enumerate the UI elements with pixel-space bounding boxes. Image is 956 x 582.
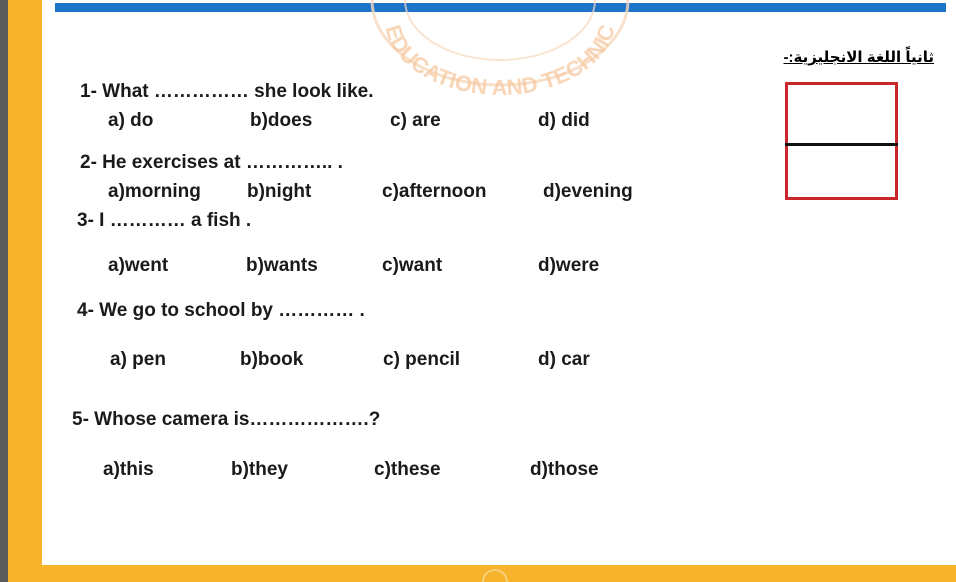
question-5: 5- Whose camera is……………….? xyxy=(72,409,381,430)
q1-option-c[interactable]: c) are xyxy=(390,110,441,131)
question-2: 2- He exercises at ………….. . xyxy=(80,152,343,173)
bottom-logo-icon xyxy=(480,568,510,582)
q3-option-a[interactable]: a)went xyxy=(108,255,169,276)
q2-option-c[interactable]: c)afternoon xyxy=(382,181,487,202)
score-divider xyxy=(785,143,898,146)
watermark-text: EDUCATION AND TECHNIC xyxy=(380,21,620,100)
q5-option-c[interactable]: c)these xyxy=(374,459,441,480)
left-edge-strip xyxy=(0,0,8,582)
q1-option-d[interactable]: d) did xyxy=(538,110,590,131)
q4-option-d[interactable]: d) car xyxy=(538,349,590,370)
q3-option-d[interactable]: d)were xyxy=(538,255,600,276)
q1-option-a[interactable]: a) do xyxy=(108,110,154,131)
q2-option-a[interactable]: a)morning xyxy=(108,181,201,202)
q5-option-b[interactable]: b)they xyxy=(231,459,288,480)
question-3: 3- I ………… a fish . xyxy=(77,210,252,231)
score-box xyxy=(785,82,898,200)
watermark-stamp xyxy=(355,0,645,100)
q5-option-d[interactable]: d)those xyxy=(530,459,599,480)
question-1: 1- What …………… she look like. xyxy=(80,81,374,102)
q1-option-b[interactable]: b)does xyxy=(250,110,313,131)
q5-option-a[interactable]: a)this xyxy=(103,459,154,480)
q2-option-d[interactable]: d)evening xyxy=(543,181,633,202)
q3-option-c[interactable]: c)want xyxy=(382,255,443,276)
q4-option-c[interactable]: c) pencil xyxy=(383,349,461,370)
question-4: 4- We go to school by ………… . xyxy=(77,300,365,321)
q2-option-b[interactable]: b)night xyxy=(247,181,312,202)
q3-option-b[interactable]: b)wants xyxy=(246,255,318,276)
q4-option-a[interactable]: a) pen xyxy=(110,349,166,370)
q4-option-b[interactable]: b)book xyxy=(240,349,304,370)
section-title-arabic: ثانياً اللغة الانجليزية:- xyxy=(783,49,934,66)
